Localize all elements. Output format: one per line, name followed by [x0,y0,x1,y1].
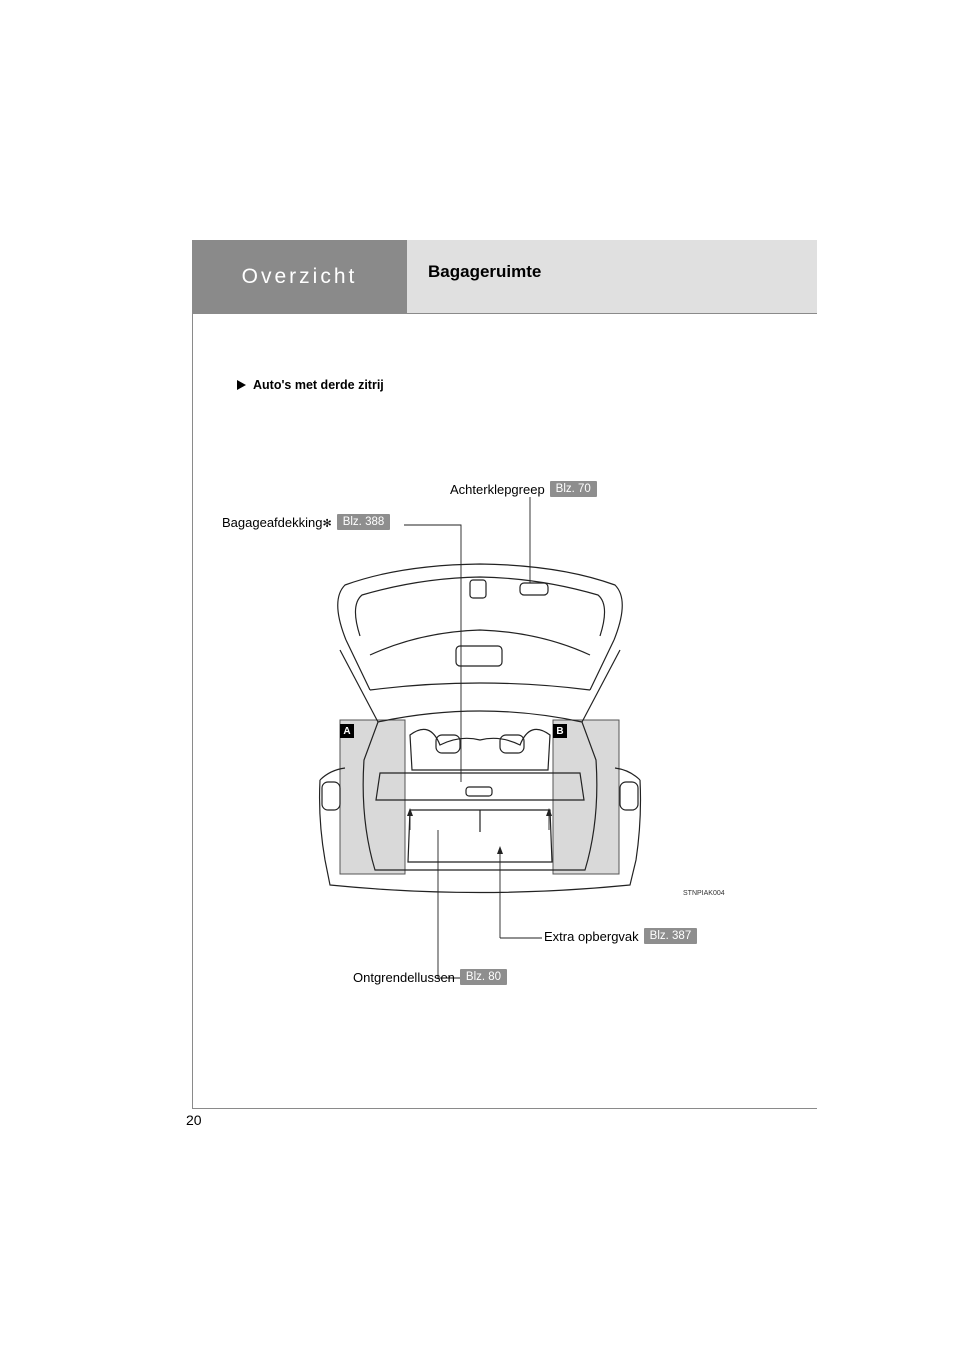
page-reference-link[interactable]: Blz. 80 [460,969,507,985]
page-reference-link[interactable]: Blz. 388 [337,514,391,530]
marker-b: B [553,724,567,738]
callout-tonneau-cover [222,514,390,530]
marker-a: A [340,724,354,738]
chapter-title: Overzicht [241,264,358,288]
illustration-code: STNPIAK004 [683,890,725,897]
callout-release-straps [353,969,507,985]
callout-label: Ontgrendellussen [353,969,455,985]
subsection-label: Auto's met derde zitrij [253,378,384,392]
page-reference-link[interactable]: Blz. 387 [644,928,698,944]
page-title: Bagageruimte [428,262,542,281]
callout-extra-storage [544,928,697,944]
callout-tailgate-handle [450,481,597,497]
callout-label: Achterklepgreep [450,481,545,497]
page-number: 20 [186,1112,202,1128]
callout-label: Extra opbergvak [544,928,639,944]
page-reference-link[interactable]: Blz. 70 [550,481,597,497]
callout-label: Bagageafdekking✻ [222,514,332,530]
